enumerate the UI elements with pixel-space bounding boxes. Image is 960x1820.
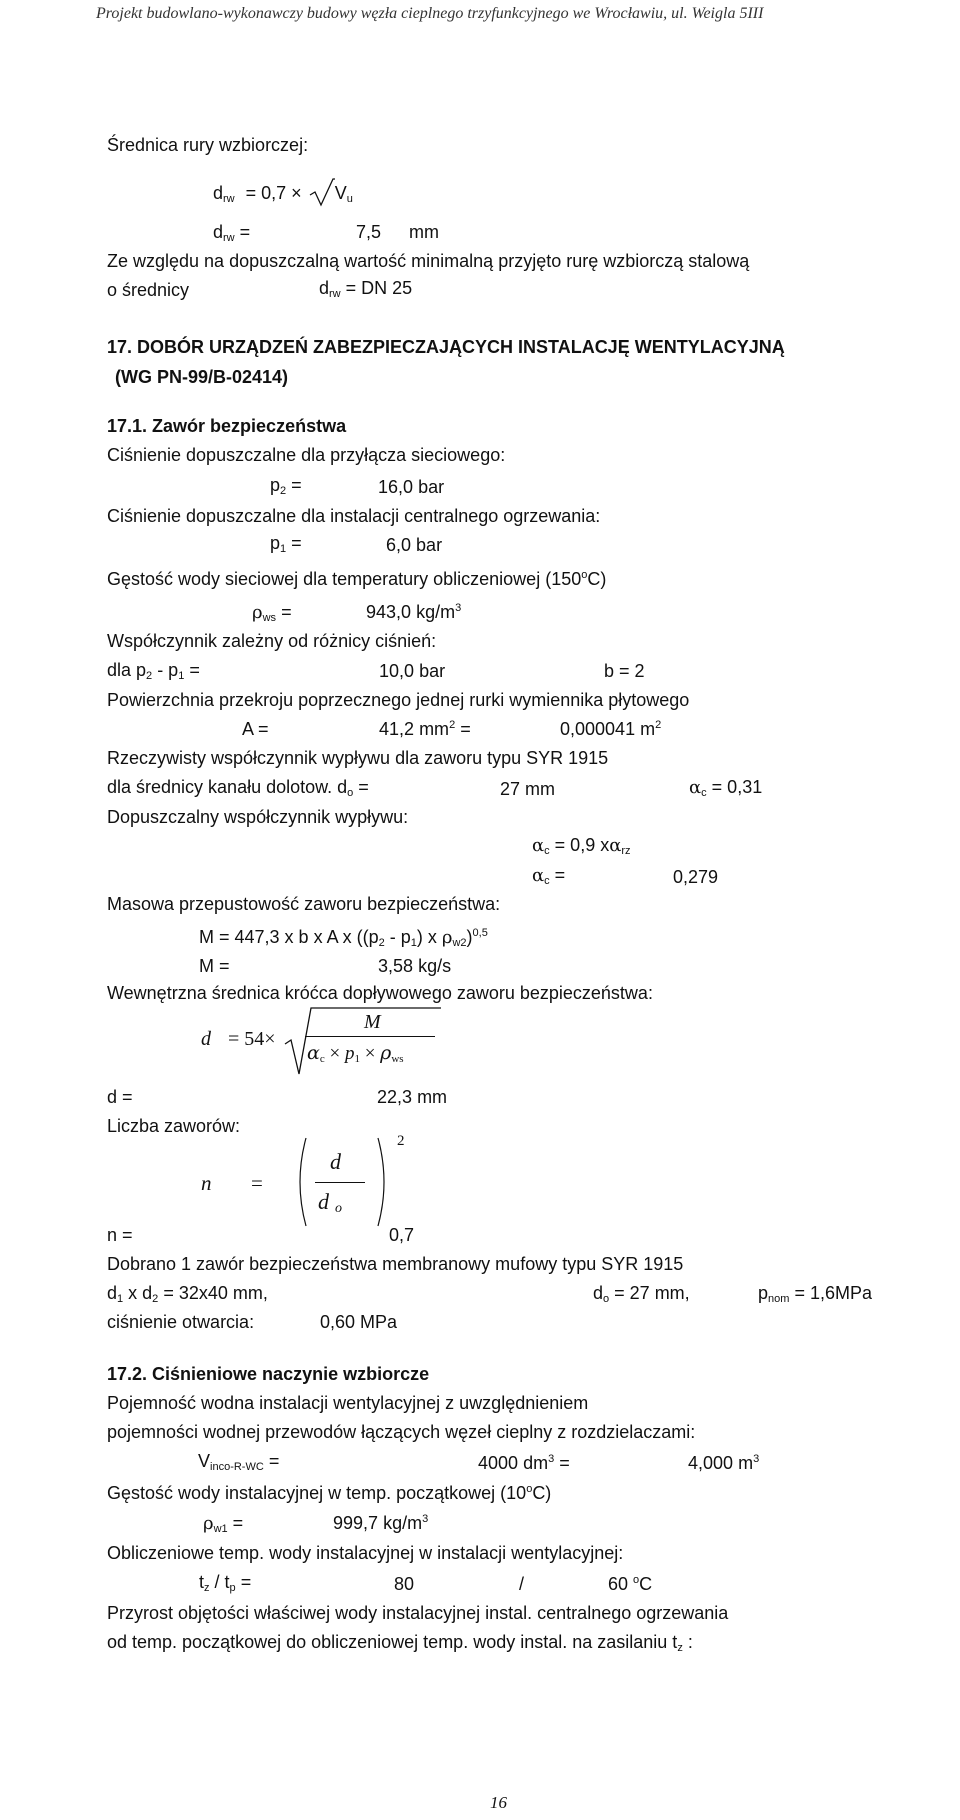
opening-pressure-value: 0,60 MPa	[320, 1312, 398, 1332]
p2-value: 16,0 bar	[378, 477, 445, 497]
d-formula-denominator: $\alpha_c \times p_1 \times \rho_{ws}$	[307, 1042, 404, 1065]
paragraph: Współczynnik zależny od różnicy ciśnień:	[107, 631, 437, 651]
alpha-c-result-label: $\alpha_c$ =	[532, 865, 566, 887]
paragraph: o średnicy	[107, 280, 190, 300]
n-formula-eq: =	[251, 1171, 263, 1195]
paragraph: Powierzchnia przekroju poprzecznego jednej rurki wymiennika płytowego	[107, 690, 690, 710]
d-formula-eq: = 54×	[228, 1028, 276, 1050]
dp-label: dla $p_2 - p_1$ =	[107, 660, 200, 682]
section-heading: 17. DOBÓR URZĄDZEŃ ZABEZPIECZAJĄCYCH INSTALACJĘ WENTYLACYJNĄ	[107, 337, 785, 357]
mass-flow-label: M =	[199, 956, 230, 976]
document-header: Projekt budowlano-wykonawczy budowy węzła cieplnego trzyfunkcyjnego we Wrocławiu, ul. Weigla 5III	[96, 5, 764, 22]
paragraph: Ciśnienie dopuszczalne dla instalacji centralnego ogrzewania:	[107, 506, 601, 526]
n-result-label: n =	[107, 1225, 133, 1245]
paragraph: Dobrano 1 zawór bezpieczeństwa membranowy mufowy typu SYR 1915	[107, 1254, 684, 1274]
temp-supply: 80	[394, 1574, 415, 1594]
area-value-m2: 0,000041 $m^2$	[560, 719, 662, 739]
area-label: A =	[242, 719, 269, 739]
mass-flow-formula: M = 447,3 x b x A x ($(p_2 - p_1)$ x $\rho_{w2})^{0,5}$	[199, 927, 488, 949]
volume-label: $V_{inco-R-WC}$ =	[198, 1451, 280, 1473]
alpha-c-result-value: 0,279	[673, 867, 719, 887]
temp-label: $t_z / t_p$ =	[199, 1572, 252, 1594]
n-formula-numerator: d	[330, 1149, 341, 1174]
alpha-c-value: $\alpha_c = 0,31$	[689, 777, 763, 799]
do-value: 27 mm	[500, 779, 556, 799]
paragraph: Gęstość wody sieciowej dla temperatury obliczeniowej (150$^o$C)	[107, 569, 607, 589]
paragraph: Liczba zaworów:	[107, 1116, 241, 1136]
paragraph: Przyrost objętości właściwej wody instalacyjnej instal. centralnego ogrzewania	[107, 1603, 729, 1623]
p1-value: 6,0 bar	[386, 535, 443, 555]
b-coefficient: b = 2	[604, 661, 645, 681]
fraction-bar	[315, 1182, 365, 1183]
paragraph: pojemności wodnej przewodów łączących węzeł cieplny z rozdzielaczami:	[107, 1422, 696, 1442]
paragraph: Dopuszczalny współczynnik wypływu:	[107, 807, 409, 827]
inlet-diameter-line: dla średnicy kanału dolotow. $d_o$ =	[107, 777, 369, 799]
valve-do: $d_o = 27$ mm,	[593, 1283, 690, 1305]
drw-label: $d_{rw}$ =	[213, 222, 251, 244]
paragraph: Masowa przepustowość zaworu bezpieczeństwa:	[107, 894, 501, 914]
d-result-value: 22,3 mm	[377, 1087, 448, 1107]
volume-value: 4000 $dm^3$ =	[478, 1453, 570, 1473]
rho-ws-value: 943,0 $kg/m^3$	[366, 602, 462, 622]
paragraph: Wewnętrzna średnica króćca dopływowego zaworu bezpieczeństwa:	[107, 983, 653, 1003]
paragraph: Pojemność wodna instalacji wentylacyjnej z uwzględnieniem	[107, 1393, 589, 1413]
volume-value-m3: 4,000 $m^3$	[688, 1453, 760, 1473]
formula-drw: $d_{rw} = 0,7 \times V_u$	[213, 178, 353, 208]
rho-ws-label: $\rho_{ws}$ =	[252, 602, 292, 624]
subsection-heading: 17.2. Ciśnieniowe naczynie wzbiorcze	[107, 1364, 430, 1384]
mass-flow-value: 3,58 kg/s	[378, 956, 452, 976]
dp-value: 10,0 bar	[379, 661, 446, 681]
rho-w1-label: $\rho_{w1}$ =	[203, 1513, 244, 1535]
paragraph: Rzeczywisty współczynnik wypływu dla zaworu typu SYR 1915	[107, 748, 609, 768]
p1-label: $p_1$ =	[270, 533, 302, 555]
paragraph: Obliczeniowe temp. wody instalacyjnej w instalacji wentylacyjnej:	[107, 1543, 624, 1563]
opening-pressure-label: ciśnienie otwarcia:	[107, 1312, 255, 1332]
paragraph: Gęstość wody instalacyjnej w temp. początkowej (10$^o$C)	[107, 1483, 552, 1503]
d-formula-lhs: d	[201, 1028, 211, 1050]
temp-return: 60 $^o$C	[608, 1574, 653, 1594]
rho-w1-value: 999,7 $kg/m^3$	[333, 1513, 429, 1533]
valve-dimensions: $d_1$ x $d_2 = 32x40$ mm,	[107, 1283, 268, 1305]
dn-value: $d_{rw}$ = DN 25	[319, 278, 413, 300]
n-formula-exponent: 2	[397, 1133, 405, 1149]
page-number: 16	[490, 1793, 507, 1812]
p2-label: $p_2$ =	[270, 475, 302, 497]
valve-pnom: $p_{nom} = 1,6MPa$	[758, 1283, 872, 1305]
section-title: Średnica rury wzbiorczej:	[107, 135, 309, 155]
drw-value: 7,5	[356, 222, 382, 242]
temp-separator: /	[519, 1574, 525, 1594]
d-result-label: d =	[107, 1087, 133, 1107]
paragraph: od temp. początkowej do obliczeniowej temp. wody instal. na zasilaniu $t_z$ :	[107, 1632, 693, 1654]
subsection-heading: 17.1. Zawór bezpieczeństwa	[107, 416, 347, 436]
paragraph: Ze względu na dopuszczalną wartość minimalną przyjęto rurę wzbiorczą stalową	[107, 251, 750, 271]
alpha-c-formula: $\alpha_c = 0,9$ $x\alpha_{rz}$	[532, 835, 631, 857]
d-formula-numerator: M	[364, 1011, 381, 1033]
area-value: 41,2 $mm^2$ =	[379, 719, 471, 739]
sqrt-sign-icon	[309, 178, 335, 208]
fraction-bar	[305, 1036, 435, 1037]
paragraph: Ciśnienie dopuszczalne dla przyłącza sieciowego:	[107, 445, 506, 465]
section-subheading: (WG PN-99/B-02414)	[115, 367, 289, 387]
n-formula-denominator: d $_o$	[318, 1189, 342, 1216]
n-result-value: 0,7	[389, 1225, 415, 1245]
drw-unit: mm	[409, 222, 439, 242]
n-formula-lhs: n	[201, 1171, 212, 1195]
